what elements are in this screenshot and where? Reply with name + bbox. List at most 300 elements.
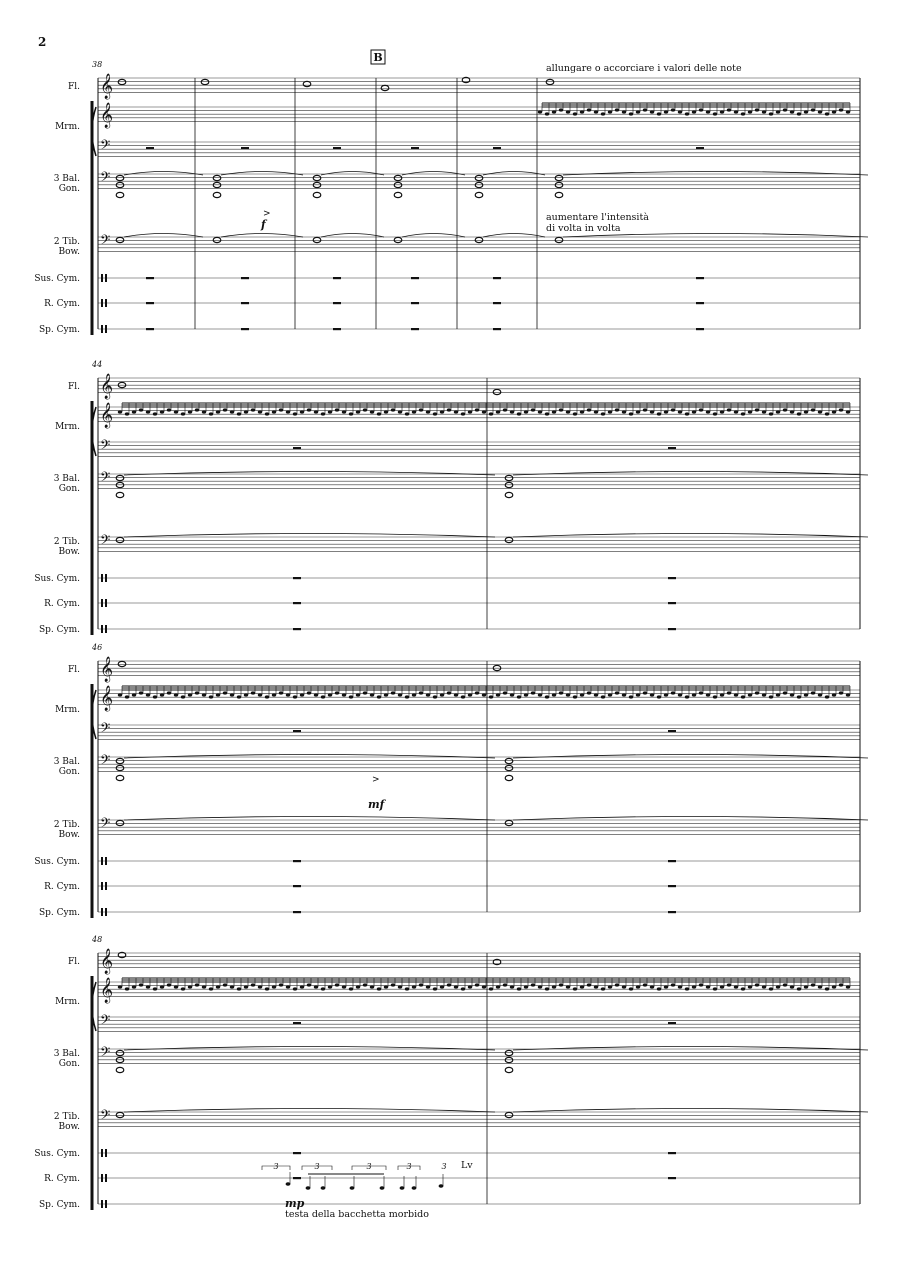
thirty-second-note [650,693,654,696]
thirty-second-note [804,985,808,988]
thirty-second-note [377,695,381,698]
thirty-second-note [734,110,738,113]
thirty-second-note [349,695,353,698]
thirty-second-note [195,983,199,986]
thirty-second-note [692,985,696,988]
thirty-second-note [517,412,521,415]
percussion-clef-icon [105,1174,107,1182]
thirty-second-note [846,110,850,113]
thirty-second-note [132,693,136,696]
thirty-second-note [454,985,458,988]
instrument-label: 3 Bal. [53,474,80,484]
thirty-second-note [671,408,675,411]
thirty-second-note [692,693,696,696]
thirty-second-note [713,112,717,115]
thirty-second-note [538,410,542,413]
whole-rest [668,447,676,449]
thirty-second-note [762,693,766,696]
thirty-second-note [475,983,479,986]
percussion-clef-icon [101,1174,103,1182]
thirty-second-note [545,695,549,698]
thirty-second-note [223,691,227,694]
percussion-clef-icon [101,325,103,333]
tie-slur [563,172,868,176]
thirty-second-note [202,985,206,988]
thirty-second-note [783,691,787,694]
thirty-second-note [300,985,304,988]
thirty-second-note [447,408,451,411]
thirty-second-note [734,693,738,696]
whole-note [394,237,402,242]
thirty-second-note [699,408,703,411]
thirty-second-note [328,693,332,696]
thirty-second-note [174,985,178,988]
thirty-second-note [762,985,766,988]
thirty-second-note [839,691,843,694]
thirty-second-note [573,412,577,415]
whole-note [505,1112,513,1117]
treble-clef-icon: 𝄞 [100,103,114,128]
thirty-second-note [258,410,262,413]
whole-rest [668,730,676,732]
thirty-second-note [685,412,689,415]
percussion-clef-icon [105,299,107,307]
whole-note [505,492,513,497]
whole-note [475,175,483,180]
thirty-second-note [615,691,619,694]
whole-rest [668,602,676,604]
whole-rest [411,277,419,279]
expression-allungare: allungare o accorciare i valori delle note [546,63,742,74]
thirty-second-note [615,408,619,411]
thirty-second-note [251,983,255,986]
thirty-second-note [622,985,626,988]
thirty-second-note [671,691,675,694]
thirty-second-note [552,693,556,696]
thirty-second-note [132,985,136,988]
whole-note [116,475,124,480]
thirty-second-note [125,412,129,415]
thirty-second-note [566,110,570,113]
thirty-second-note [216,410,220,413]
thirty-second-note [776,985,780,988]
thirty-second-note [244,410,248,413]
thirty-second-note [244,693,248,696]
thirty-second-note [769,112,773,115]
thirty-second-note [559,408,563,411]
thirty-second-note [559,983,563,986]
tie-slur [513,1109,868,1113]
measure-number: 44 [92,360,103,369]
whole-note [116,758,124,763]
thirty-second-note [622,693,626,696]
bass-clef-icon: 𝄢 [100,720,111,739]
thirty-second-note [615,108,619,111]
accent-mark: > [372,775,380,785]
whole-note [505,820,513,825]
thirty-second-note [748,985,752,988]
thirty-second-note [783,108,787,111]
instrument-label: R. Cym. [44,882,80,892]
thirty-second-note [566,693,570,696]
thirty-second-note [748,110,752,113]
thirty-second-note [811,408,815,411]
treble-clef-icon: 𝄞 [100,949,114,974]
whole-note [118,79,126,84]
instrument-label: 2 Tib. [53,820,80,830]
whole-note [493,389,501,394]
thirty-second-note [412,410,416,413]
thirty-second-note [293,987,297,990]
thirty-second-note [552,985,556,988]
thirty-second-note [496,693,500,696]
thirty-second-note [132,410,136,413]
note-head [350,1186,355,1190]
thirty-second-note [335,983,339,986]
tuplet-number: 3 [441,1162,447,1171]
whole-rest [146,277,154,279]
thirty-second-note [783,408,787,411]
thirty-second-note [349,987,353,990]
thirty-second-note [678,110,682,113]
whole-note [201,79,209,84]
tuplet-number: 3 [314,1162,320,1171]
thirty-second-note [706,985,710,988]
thirty-second-note [510,693,514,696]
instrument-label: 2 Tib. [53,237,80,247]
note-head [439,1184,444,1188]
tie-slur [124,1047,495,1051]
thirty-second-note [839,408,843,411]
thirty-second-note [160,985,164,988]
tie-slur [124,817,495,821]
thirty-second-note [209,987,213,990]
thirty-second-note [489,412,493,415]
thirty-second-note [503,408,507,411]
thirty-second-note [629,695,633,698]
thirty-second-note [440,693,444,696]
thirty-second-note [153,412,157,415]
thirty-second-note [524,693,528,696]
thirty-second-note [552,410,556,413]
whole-rest [493,328,501,330]
whole-note [505,1050,513,1055]
thirty-second-note [272,410,276,413]
tie-slur [124,472,495,476]
thirty-second-note [181,987,185,990]
thirty-second-note [230,985,234,988]
instrument-label: Sp. Cym. [38,325,80,335]
thirty-second-note [398,985,402,988]
thirty-second-note [160,693,164,696]
thirty-second-note [769,987,773,990]
whole-note [116,1067,124,1072]
thirty-second-note [279,983,283,986]
whole-rest [146,328,154,330]
whole-note [116,192,124,197]
thirty-second-note [377,987,381,990]
instrument-label: Sus. Cym. [34,857,80,867]
percussion-clef-icon [105,1200,107,1208]
thirty-second-note [720,110,724,113]
instrument-label: Gon. [58,184,80,194]
thirty-second-note [482,693,486,696]
thirty-second-note [720,693,724,696]
instrument-label: Sp. Cym. [38,908,80,918]
tie-slur [124,1109,495,1113]
thirty-second-note [762,410,766,413]
treble-clef-icon: 𝄞 [100,374,114,399]
thirty-second-note [755,408,759,411]
thirty-second-note [279,691,283,694]
system-2 [34,360,868,635]
thirty-second-note [657,695,661,698]
treble-clef-icon: 𝄞 [100,978,114,1003]
thirty-second-note [559,691,563,694]
whole-note [313,237,321,242]
treble-clef-icon: 𝄞 [100,74,114,99]
thirty-second-note [202,410,206,413]
thirty-second-note [503,983,507,986]
whole-rest [293,860,301,862]
thirty-second-note [601,112,605,115]
whole-rest [668,885,676,887]
thirty-second-note [293,412,297,415]
thirty-second-note [146,410,150,413]
thirty-second-note [601,695,605,698]
thirty-second-note [587,408,591,411]
thirty-second-note [650,985,654,988]
thirty-second-note [594,985,598,988]
thirty-second-note [699,691,703,694]
instrument-label: Bow. [58,830,80,840]
thirty-second-note [419,983,423,986]
percussion-clef-icon [101,599,103,607]
tie-slur [513,817,868,821]
thirty-second-note [258,693,262,696]
thirty-second-note [664,985,668,988]
thirty-second-note [139,408,143,411]
whole-note [505,537,513,542]
thirty-second-note [489,987,493,990]
thirty-second-note [643,983,647,986]
thirty-second-note [587,108,591,111]
thirty-second-note [454,693,458,696]
whole-note [116,1050,124,1055]
tie-slur [124,755,495,759]
system-1 [34,60,868,335]
whole-note [116,175,124,180]
thirty-second-note [818,693,822,696]
thirty-second-note [587,983,591,986]
thirty-second-note [405,695,409,698]
thirty-second-note [125,695,129,698]
thirty-second-note [265,695,269,698]
whole-note [116,820,124,825]
thirty-second-note [335,691,339,694]
thirty-second-note [363,408,367,411]
thirty-second-note [797,112,801,115]
thirty-second-note [321,987,325,990]
thirty-second-note [510,410,514,413]
thirty-second-note [531,983,535,986]
thirty-second-note [566,410,570,413]
thirty-second-note [384,693,388,696]
thirty-second-note [664,693,668,696]
thirty-second-note [482,410,486,413]
whole-note [213,175,221,180]
thirty-second-note [636,110,640,113]
note-head [306,1186,311,1190]
thirty-second-note [650,110,654,113]
whole-rest [411,147,419,149]
percussion-clef-icon [101,299,103,307]
whole-rest [293,885,301,887]
whole-rest [293,730,301,732]
whole-rest [668,1177,676,1179]
thirty-second-note [692,410,696,413]
instrument-label: Bow. [58,1122,80,1132]
thirty-second-note [503,691,507,694]
thirty-second-note [755,691,759,694]
whole-note [381,85,389,90]
instrument-label: Mrm. [55,422,80,432]
whole-rest [293,1022,301,1024]
percussion-clef-icon [105,857,107,865]
tuplet-number: 3 [366,1162,372,1171]
thirty-second-note [741,412,745,415]
thirty-second-note [482,985,486,988]
tie-slur [124,172,203,176]
thirty-second-note [384,985,388,988]
thirty-second-note [608,693,612,696]
whole-rest [146,302,154,304]
thirty-second-note [685,695,689,698]
whole-rest [293,447,301,449]
thirty-second-note [216,985,220,988]
thirty-second-note [510,985,514,988]
tie-slur [483,172,545,176]
instrument-label: R. Cym. [44,1174,80,1184]
thirty-second-note [762,110,766,113]
whole-rest [668,860,676,862]
whole-rest [668,1022,676,1024]
thirty-second-note [538,110,542,113]
whole-rest [146,147,154,149]
thirty-second-note [279,408,283,411]
instrument-label: Gon. [58,767,80,777]
thirty-second-note [531,408,535,411]
thirty-second-note [391,983,395,986]
instrument-label: Bow. [58,547,80,557]
measure-number: 48 [92,935,103,944]
thirty-second-note [664,110,668,113]
thirty-second-note [706,693,710,696]
whole-rest [411,302,419,304]
whole-rest [293,1152,301,1154]
whole-note [213,192,221,197]
tie-slur [124,534,495,538]
thirty-second-note [160,410,164,413]
thirty-second-note [223,408,227,411]
thirty-second-note [447,691,451,694]
thirty-second-note [125,987,129,990]
whole-rest [293,602,301,604]
thirty-second-note [580,110,584,113]
note-head [412,1186,417,1190]
instrument-label: 3 Bal. [53,174,80,184]
thirty-second-note [748,410,752,413]
thirty-second-note [433,987,437,990]
percussion-clef-icon [101,908,103,916]
rehearsal-mark: B [373,51,383,64]
thirty-second-note [356,985,360,988]
thirty-second-note [496,410,500,413]
dynamic-mf: mf [368,798,385,811]
thirty-second-note [237,695,241,698]
thirty-second-note [734,985,738,988]
thirty-second-note [594,110,598,113]
whole-rest [293,577,301,579]
thirty-second-note [209,695,213,698]
thirty-second-note [643,691,647,694]
thirty-second-note [412,693,416,696]
thirty-second-note [251,408,255,411]
percussion-clef-icon [101,1200,103,1208]
whole-rest [333,302,341,304]
thirty-second-note [790,410,794,413]
thirty-second-note [286,985,290,988]
thirty-second-note [608,985,612,988]
note-head [380,1186,385,1190]
thirty-second-note [174,693,178,696]
whole-rest [333,147,341,149]
instrument-label: Sus. Cym. [34,1149,80,1159]
whole-note [116,492,124,497]
tie-slur [321,172,384,176]
tie-slur [483,234,545,238]
thirty-second-note [384,410,388,413]
thirty-second-note [321,412,325,415]
bass-clef-icon: 𝄢 [100,532,111,551]
thirty-second-note [594,410,598,413]
thirty-second-note [839,108,843,111]
thirty-second-note [727,691,731,694]
thirty-second-note [629,412,633,415]
thirty-second-note [545,987,549,990]
instrument-label: 2 Tib. [53,537,80,547]
thirty-second-note [720,410,724,413]
instrument-label: Sus. Cym. [34,574,80,584]
whole-rest [241,277,249,279]
thirty-second-note [832,110,836,113]
thirty-second-note [167,983,171,986]
thirty-second-note [174,410,178,413]
thirty-second-note [748,693,752,696]
instrument-label: R. Cym. [44,599,80,609]
thirty-second-note [300,693,304,696]
tuplet-number: 3 [406,1162,412,1171]
instrument-label: Sp. Cym. [38,625,80,635]
whole-rest [696,147,704,149]
thirty-second-note [734,410,738,413]
thirty-second-note [314,985,318,988]
thirty-second-note [825,695,829,698]
thirty-second-note [797,695,801,698]
thirty-second-note [188,985,192,988]
thirty-second-note [769,412,773,415]
thirty-second-note [650,410,654,413]
